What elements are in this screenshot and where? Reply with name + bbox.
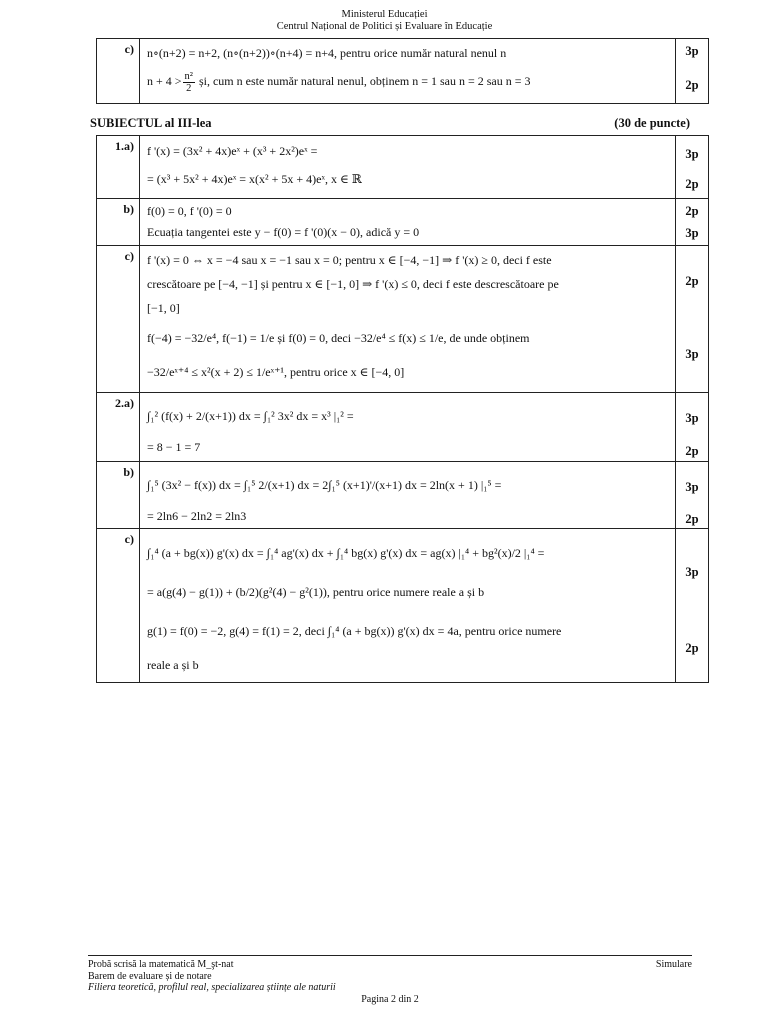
ministry-name: Ministerul Educației — [341, 9, 428, 20]
solution-line: = 2ln6 − 2ln2 = 2ln3 — [147, 509, 247, 523]
points-value: 2p — [685, 444, 699, 458]
table-row — [97, 199, 709, 246]
solution-line: Ecuația tangentei este y − f(0) = f '(0)(x − 0), adică y = 0 — [147, 225, 420, 239]
solution-line: crescătoare pe [−4, −1] și pentru x ∈ [−1, 0] ⇒ f '(x) ≤ 0, deci f este descrescătoare pe — [147, 277, 559, 291]
fraction — [183, 71, 195, 94]
solution-line: reale a și b — [147, 658, 199, 672]
center-name: Centrul Național de Politici și Evaluare în Educație — [276, 21, 493, 32]
solution-line: [−1, 0] — [147, 301, 180, 315]
table-row — [97, 529, 709, 683]
points-value: 3p — [685, 565, 699, 579]
points-cell — [676, 199, 709, 246]
solution-line: f '(x) = 0 ⇔ x = −4 sau x = −1 sau x = 0; pentru x ∈ [−4, −1] ⇒ f '(x) ≥ 0, deci f este — [147, 253, 552, 267]
item-label: b) — [97, 199, 140, 246]
table-row — [97, 393, 709, 462]
points-value: 2p — [685, 177, 699, 191]
points-value: 3p — [685, 347, 699, 361]
item-label: b) — [97, 462, 140, 529]
solution-line: f '(x) = (3x² + 4x)eˣ + (x³ + 2x²)eˣ = — [147, 144, 318, 158]
top-table — [96, 38, 709, 104]
solution-line: −32/eˣ⁺⁴ ≤ x²(x + 2) ≤ 1/eˣ⁺¹, pentru orice x ∈ [−4, 0] — [147, 365, 405, 379]
points-value: 3p — [685, 44, 699, 58]
solution-line — [147, 65, 669, 97]
points-cell — [676, 462, 709, 529]
solution-line: f(0) = 0, f '(0) = 0 — [147, 204, 232, 218]
footer-barem: Barem de evaluare și de notare — [88, 970, 212, 982]
points-cell — [676, 393, 709, 462]
solution-line: g(1) = f(0) = −2, g(4) = f(1) = 2, deci ∫₁⁴ (a + bg(x)) g'(x) dx = 4a, pentru orice numere — [147, 624, 562, 638]
points-value: 2p — [685, 78, 699, 92]
solution-line: n∘(n+2) = n+2, (n∘(n+2))∘(n+4) = n+4, pentru orice număr natural nenul n — [147, 46, 507, 60]
item-body — [140, 462, 676, 529]
points-value: 2p — [685, 512, 699, 526]
solution-line: = (x³ + 5x² + 4x)eˣ = x(x² + 5x + 4)eˣ, x ∈ ℝ — [147, 172, 362, 186]
section-points: (30 de puncte) — [614, 116, 690, 130]
item-body — [140, 39, 676, 104]
points-value: 2p — [685, 274, 699, 288]
solution-line: = 8 − 1 = 7 — [147, 440, 201, 454]
page-number: Pagina 2 din 2 — [361, 993, 419, 1005]
text-part: n + 4 > — [147, 74, 182, 88]
section-title: SUBIECTUL al III-lea — [90, 116, 212, 130]
denominator: 2 — [183, 82, 195, 94]
scoring-table — [96, 135, 709, 683]
points-cell — [676, 529, 709, 683]
points-cell — [676, 39, 709, 104]
footer-profile: Filiera teoretică, profilul real, specializarea științe ale naturii — [88, 982, 336, 993]
points-value: 3p — [685, 147, 699, 161]
points-value: 3p — [685, 480, 699, 494]
solution-line: ∫₁⁴ (a + bg(x)) g'(x) dx = ∫₁⁴ ag'(x) dx + ∫₁⁴ bg(x) g'(x) dx = ag(x) |₁⁴ + bg²(x)/2 |₁⁴ = — [147, 546, 545, 560]
item-body — [140, 529, 676, 683]
item-label: c) — [97, 39, 140, 104]
points-value: 3p — [685, 226, 699, 240]
numerator: n² — [184, 70, 193, 82]
points-value: 2p — [685, 204, 699, 218]
text-part: și, cum n este număr natural nenul, obținem n = 1 sau n = 2 sau n = 3 — [195, 74, 531, 88]
solution-line: ∫₁² (f(x) + 2/(x+1)) dx = ∫₁² 3x² dx = x³ |₁² = — [147, 409, 354, 423]
item-label: c) — [97, 529, 140, 683]
item-body — [140, 199, 676, 246]
item-label: c) — [97, 246, 140, 393]
solution-line: ∫₁⁵ (3x² − f(x)) dx = ∫₁⁵ 2/(x+1) dx = 2∫₁⁵ (x+1)'/(x+1) dx = 2ln(x + 1) |₁⁵ = — [147, 478, 502, 492]
table-row — [97, 136, 709, 199]
page-footer — [88, 955, 692, 1005]
points-value: 3p — [685, 411, 699, 425]
item-label: 1.a) — [97, 136, 140, 199]
solution-line: = a(g(4) − g(1)) + (b/2)(g²(4) − g²(1)), pentru orice numere reale a și b — [147, 585, 485, 599]
footer-exam: Probă scrisă la matematică M_şt-nat — [88, 959, 234, 970]
item-body — [140, 246, 676, 393]
points-value: 2p — [685, 641, 699, 655]
points-cell — [676, 246, 709, 393]
section-heading — [90, 116, 690, 131]
item-body — [140, 136, 676, 199]
item-label: 2.a) — [97, 393, 140, 462]
table-row — [97, 462, 709, 529]
points-cell — [676, 136, 709, 199]
footer-simulare: Simulare — [655, 959, 692, 970]
item-body — [140, 393, 676, 462]
page-header — [0, 9, 769, 33]
table-row — [97, 246, 709, 393]
solution-line: f(−4) = −32/e⁴, f(−1) = 1/e și f(0) = 0, deci −32/e⁴ ≤ f(x) ≤ 1/e, de unde obținem — [147, 331, 530, 345]
